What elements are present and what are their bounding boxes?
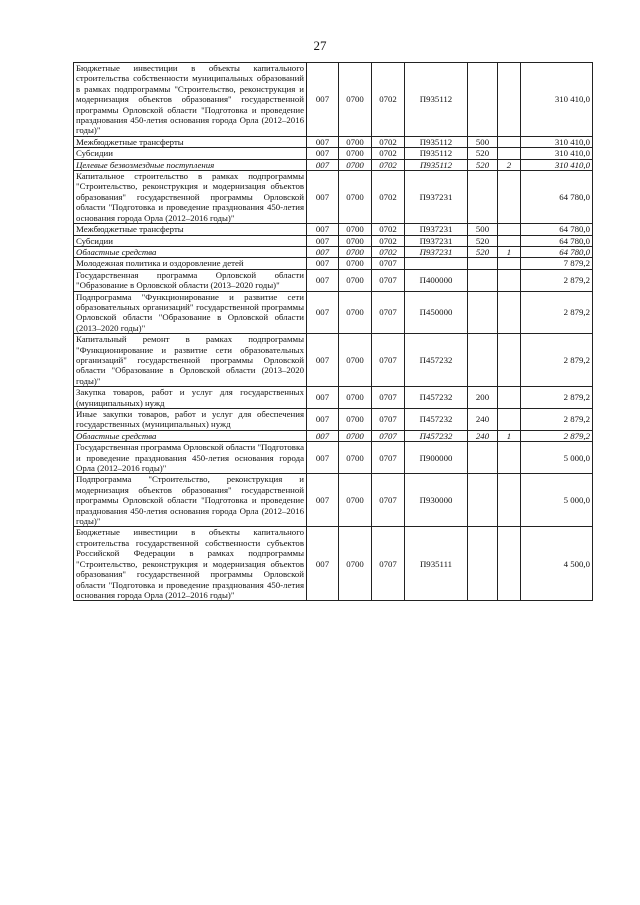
row-target-article-code: П935112: [405, 136, 468, 147]
row-target-article-code: П900000: [405, 442, 468, 474]
row-name: Иные закупки товаров, работ и услуг для обеспечения государственных (муниципальных) нужд: [74, 409, 307, 431]
row-source-code: [498, 527, 521, 601]
row-target-article-code: П937231: [405, 235, 468, 246]
row-ministry-code: 007: [307, 136, 339, 147]
row-source-code: 2: [498, 159, 521, 170]
row-expense-type-code: [468, 171, 498, 224]
row-sum: 310 410,0: [521, 63, 593, 137]
row-target-article-code: П457232: [405, 430, 468, 441]
row-source-code: [498, 171, 521, 224]
row-section-code: 0700: [339, 136, 372, 147]
row-target-article-code: П930000: [405, 474, 468, 527]
row-subsection-code: 0702: [372, 136, 405, 147]
row-target-article-code: П935112: [405, 159, 468, 170]
row-section-code: 0700: [339, 235, 372, 246]
table-row: [74, 224, 593, 235]
row-section-code: 0700: [339, 527, 372, 601]
row-ministry-code: 007: [307, 224, 339, 235]
row-section-code: 0700: [339, 224, 372, 235]
row-name: Капитальное строительство в рамках подпрограммы "Строительство, реконструкция и модернизация объектов образования" государственной программы Орловской области "Подготовка и проведение празднования 450-летия основания города Орла (2012–2016 годы)": [74, 171, 307, 224]
row-name: Молодежная политика и оздоровление детей: [74, 258, 307, 269]
row-expense-type-code: 520: [468, 246, 498, 257]
row-ministry-code: 007: [307, 442, 339, 474]
row-name: Бюджетные инвестиции в объекты капитального строительства собственности муниципальных образований в рамках подпрограммы "Строительство, реконструкция и модернизация объектов образования" государственной программы Орловской области "Подготовка и проведение празднования 450-летия основания города Орла (2012–2016 годы)": [74, 63, 307, 137]
row-sum: 64 780,0: [521, 246, 593, 257]
page-number: 27: [313, 38, 327, 53]
row-ministry-code: 007: [307, 171, 339, 224]
row-sum: 64 780,0: [521, 235, 593, 246]
row-expense-type-code: 500: [468, 136, 498, 147]
row-expense-type-code: [468, 334, 498, 387]
table-row: [74, 171, 593, 224]
row-name: Бюджетные инвестиции в объекты капитального строительства государственной собственности субъектов Российской Федерации в рамках подпрограммы "Строительство, реконструкция и модернизация объектов образования" государственной программы Орловской области "Подготовка и проведение празднования 450-летия основания города Орла (2012–2016 годы)": [74, 527, 307, 601]
row-subsection-code: 0707: [372, 474, 405, 527]
row-subsection-code: 0702: [372, 159, 405, 170]
row-subsection-code: 0707: [372, 430, 405, 441]
row-source-code: [498, 269, 521, 291]
row-ministry-code: 007: [307, 387, 339, 409]
row-source-code: [498, 148, 521, 159]
row-target-article-code: П400000: [405, 269, 468, 291]
row-sum: 64 780,0: [521, 224, 593, 235]
row-subsection-code: 0702: [372, 246, 405, 257]
row-expense-type-code: 200: [468, 387, 498, 409]
row-section-code: 0700: [339, 442, 372, 474]
row-name: Капитальный ремонт в рамках подпрограммы "Функционирование и развитие сети образовательных организаций" государственной программы Орловской области "Образование в Орловской области (2013–2020 годы)": [74, 334, 307, 387]
row-expense-type-code: 520: [468, 235, 498, 246]
table-row: [74, 246, 593, 257]
row-source-code: [498, 224, 521, 235]
row-target-article-code: П457232: [405, 387, 468, 409]
row-section-code: 0700: [339, 387, 372, 409]
row-sum: 2 879,2: [521, 334, 593, 387]
row-section-code: 0700: [339, 63, 372, 137]
row-sum: 2 879,2: [521, 409, 593, 431]
table-row: [74, 235, 593, 246]
row-ministry-code: 007: [307, 246, 339, 257]
table-row: [74, 291, 593, 334]
row-subsection-code: 0707: [372, 409, 405, 431]
row-expense-type-code: 500: [468, 224, 498, 235]
row-name: Государственная программа Орловской области "Подготовка и проведение празднования 450-летия основания города Орла (2012–2016 годы)": [74, 442, 307, 474]
row-subsection-code: 0707: [372, 442, 405, 474]
row-name: Областные средства: [74, 246, 307, 257]
row-name: Подпрограмма "Строительство, реконструкция и модернизация объектов образования" государственной программы Орловской области "Подготовка и проведение празднования 450-летия основания города Орла (2012–2016 годы)": [74, 474, 307, 527]
row-target-article-code: П457232: [405, 409, 468, 431]
row-section-code: 0700: [339, 258, 372, 269]
table-row: [74, 430, 593, 441]
row-sum: 2 879,2: [521, 269, 593, 291]
table-row: [74, 387, 593, 409]
row-subsection-code: 0707: [372, 269, 405, 291]
row-section-code: 0700: [339, 159, 372, 170]
row-source-code: [498, 442, 521, 474]
table-row: [74, 442, 593, 474]
row-section-code: 0700: [339, 430, 372, 441]
row-expense-type-code: [468, 474, 498, 527]
row-target-article-code: П935112: [405, 148, 468, 159]
table-row: [74, 159, 593, 170]
row-sum: 2 879,2: [521, 387, 593, 409]
row-expense-type-code: 520: [468, 159, 498, 170]
row-sum: 7 879,2: [521, 258, 593, 269]
row-name: Целевые безвозмездные поступления: [74, 159, 307, 170]
row-name: Межбюджетные трансферты: [74, 136, 307, 147]
table-row: [74, 269, 593, 291]
row-ministry-code: 007: [307, 474, 339, 527]
row-sum: 5 000,0: [521, 442, 593, 474]
row-subsection-code: 0707: [372, 387, 405, 409]
row-expense-type-code: [468, 442, 498, 474]
row-ministry-code: 007: [307, 159, 339, 170]
row-expense-type-code: [468, 527, 498, 601]
row-expense-type-code: [468, 269, 498, 291]
table-row: [74, 527, 593, 601]
row-ministry-code: 007: [307, 258, 339, 269]
row-name: Закупка товаров, работ и услуг для государственных (муниципальных) нужд: [74, 387, 307, 409]
row-source-code: 1: [498, 430, 521, 441]
row-name: Государственная программа Орловской области "Образование в Орловской области (2013–2020 годы)": [74, 269, 307, 291]
table-row: [74, 409, 593, 431]
row-section-code: 0700: [339, 474, 372, 527]
row-name: Областные средства: [74, 430, 307, 441]
row-subsection-code: 0702: [372, 224, 405, 235]
row-ministry-code: 007: [307, 430, 339, 441]
row-target-article-code: П935112: [405, 63, 468, 137]
table-row: [74, 148, 593, 159]
row-section-code: 0700: [339, 269, 372, 291]
row-section-code: 0700: [339, 148, 372, 159]
row-target-article-code: П937231: [405, 171, 468, 224]
row-ministry-code: 007: [307, 334, 339, 387]
table-row: [74, 136, 593, 147]
budget-table-body: [74, 63, 593, 601]
row-target-article-code: П937231: [405, 224, 468, 235]
row-source-code: 1: [498, 246, 521, 257]
row-source-code: [498, 235, 521, 246]
row-subsection-code: 0707: [372, 258, 405, 269]
row-section-code: 0700: [339, 409, 372, 431]
row-source-code: [498, 63, 521, 137]
row-target-article-code: П935111: [405, 527, 468, 601]
row-sum: 310 410,0: [521, 148, 593, 159]
row-subsection-code: 0707: [372, 291, 405, 334]
row-target-article-code: П937231: [405, 246, 468, 257]
row-section-code: 0700: [339, 246, 372, 257]
row-name: Субсидии: [74, 148, 307, 159]
row-target-article-code: П450000: [405, 291, 468, 334]
row-subsection-code: 0702: [372, 235, 405, 246]
row-subsection-code: 0702: [372, 148, 405, 159]
row-source-code: [498, 474, 521, 527]
row-subsection-code: 0707: [372, 527, 405, 601]
row-target-article-code: [405, 258, 468, 269]
row-ministry-code: 007: [307, 148, 339, 159]
row-name: Подпрограмма "Функционирование и развитие сети образовательных организаций" государственной программы Орловской области "Образование в Орловской области (2013–2020 годы)": [74, 291, 307, 334]
row-source-code: [498, 409, 521, 431]
table-row: [74, 63, 593, 137]
row-ministry-code: 007: [307, 63, 339, 137]
row-sum: 2 879,2: [521, 430, 593, 441]
table-row: [74, 258, 593, 269]
table-row: [74, 334, 593, 387]
row-ministry-code: 007: [307, 409, 339, 431]
row-expense-type-code: 240: [468, 409, 498, 431]
row-sum: 2 879,2: [521, 291, 593, 334]
row-expense-type-code: 520: [468, 148, 498, 159]
row-subsection-code: 0702: [372, 63, 405, 137]
row-expense-type-code: [468, 63, 498, 137]
row-ministry-code: 007: [307, 235, 339, 246]
row-name: Субсидии: [74, 235, 307, 246]
row-sum: 310 410,0: [521, 136, 593, 147]
row-subsection-code: 0707: [372, 334, 405, 387]
row-expense-type-code: [468, 258, 498, 269]
row-ministry-code: 007: [307, 269, 339, 291]
row-source-code: [498, 258, 521, 269]
row-section-code: 0700: [339, 171, 372, 224]
row-source-code: [498, 291, 521, 334]
row-source-code: [498, 334, 521, 387]
row-ministry-code: 007: [307, 291, 339, 334]
row-section-code: 0700: [339, 291, 372, 334]
row-sum: 5 000,0: [521, 474, 593, 527]
row-sum: 64 780,0: [521, 171, 593, 224]
row-source-code: [498, 136, 521, 147]
row-name: Межбюджетные трансферты: [74, 224, 307, 235]
row-source-code: [498, 387, 521, 409]
row-subsection-code: 0702: [372, 171, 405, 224]
row-expense-type-code: [468, 291, 498, 334]
row-sum: 4 500,0: [521, 527, 593, 601]
row-ministry-code: 007: [307, 527, 339, 601]
row-section-code: 0700: [339, 334, 372, 387]
row-target-article-code: П457232: [405, 334, 468, 387]
budget-table: [73, 62, 593, 601]
table-row: [74, 474, 593, 527]
row-expense-type-code: 240: [468, 430, 498, 441]
row-sum: 310 410,0: [521, 159, 593, 170]
